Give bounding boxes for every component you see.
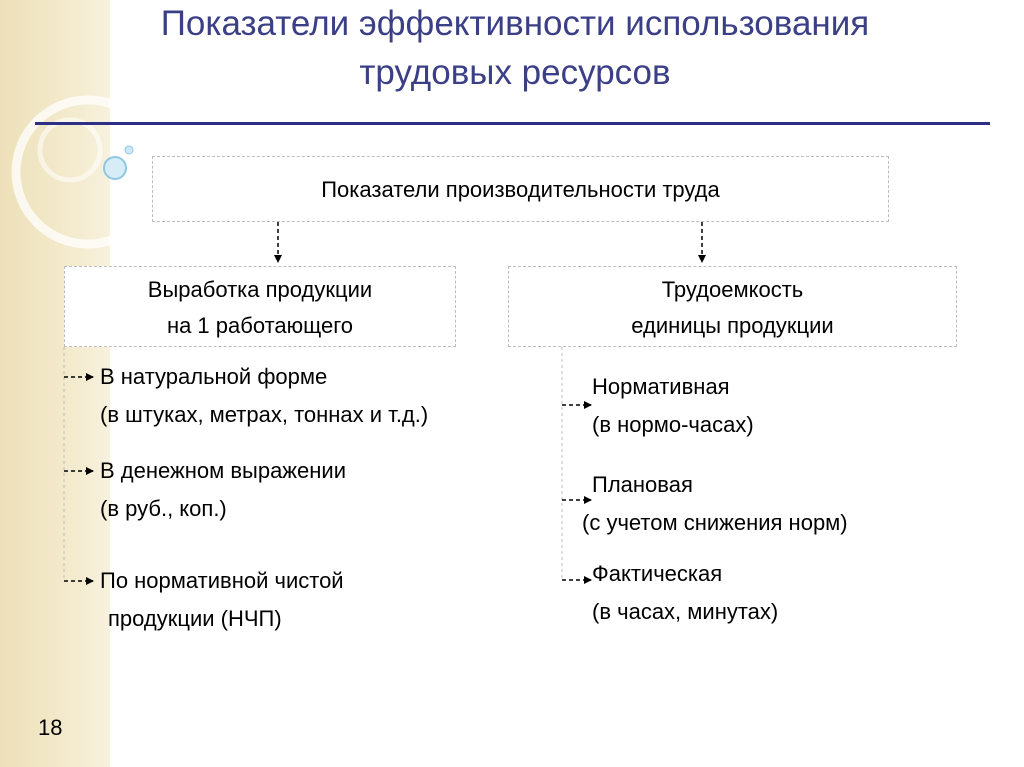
left-item-2-title: В денежном выражении bbox=[100, 458, 346, 483]
root-node bbox=[152, 156, 889, 222]
left-item-3-detail: продукции (НЧП) bbox=[108, 606, 282, 631]
labor-intensity-line-1: Трудоемкость bbox=[661, 277, 804, 302]
left-item-3-title: По нормативной чистой bbox=[100, 568, 344, 593]
right-item-2-title: Плановая bbox=[592, 472, 693, 497]
page-title-line-1: Показатели эффективности использования bbox=[160, 4, 870, 43]
left-item-1-detail: (в штуках, метрах, тоннах и т.д.) bbox=[100, 402, 429, 427]
root-node-label: Показатели производительности труда bbox=[321, 177, 720, 202]
right-item-1-detail: (в нормо-часах) bbox=[592, 412, 754, 437]
labor-intensity-node bbox=[508, 266, 957, 347]
page-title-line-2: трудовых ресурсов bbox=[359, 53, 671, 92]
left-item-1-title: В натуральной форме bbox=[100, 364, 328, 389]
right-item-3-title: Фактическая bbox=[592, 561, 723, 586]
output-per-worker-node bbox=[64, 266, 456, 347]
labor-intensity-line-2: единицы продукции bbox=[631, 313, 834, 338]
right-item-3-detail: (в часах, минутах) bbox=[592, 599, 779, 624]
output-per-worker-line-1: Выработка продукции bbox=[147, 277, 373, 302]
page-number: 18 bbox=[38, 715, 63, 740]
output-per-worker-line-2: на 1 работающего bbox=[166, 313, 354, 338]
right-item-2-detail: (с учетом снижения норм) bbox=[582, 510, 848, 535]
left-item-2-detail: (в руб., коп.) bbox=[100, 496, 227, 521]
right-item-1-title: Нормативная bbox=[592, 374, 730, 399]
